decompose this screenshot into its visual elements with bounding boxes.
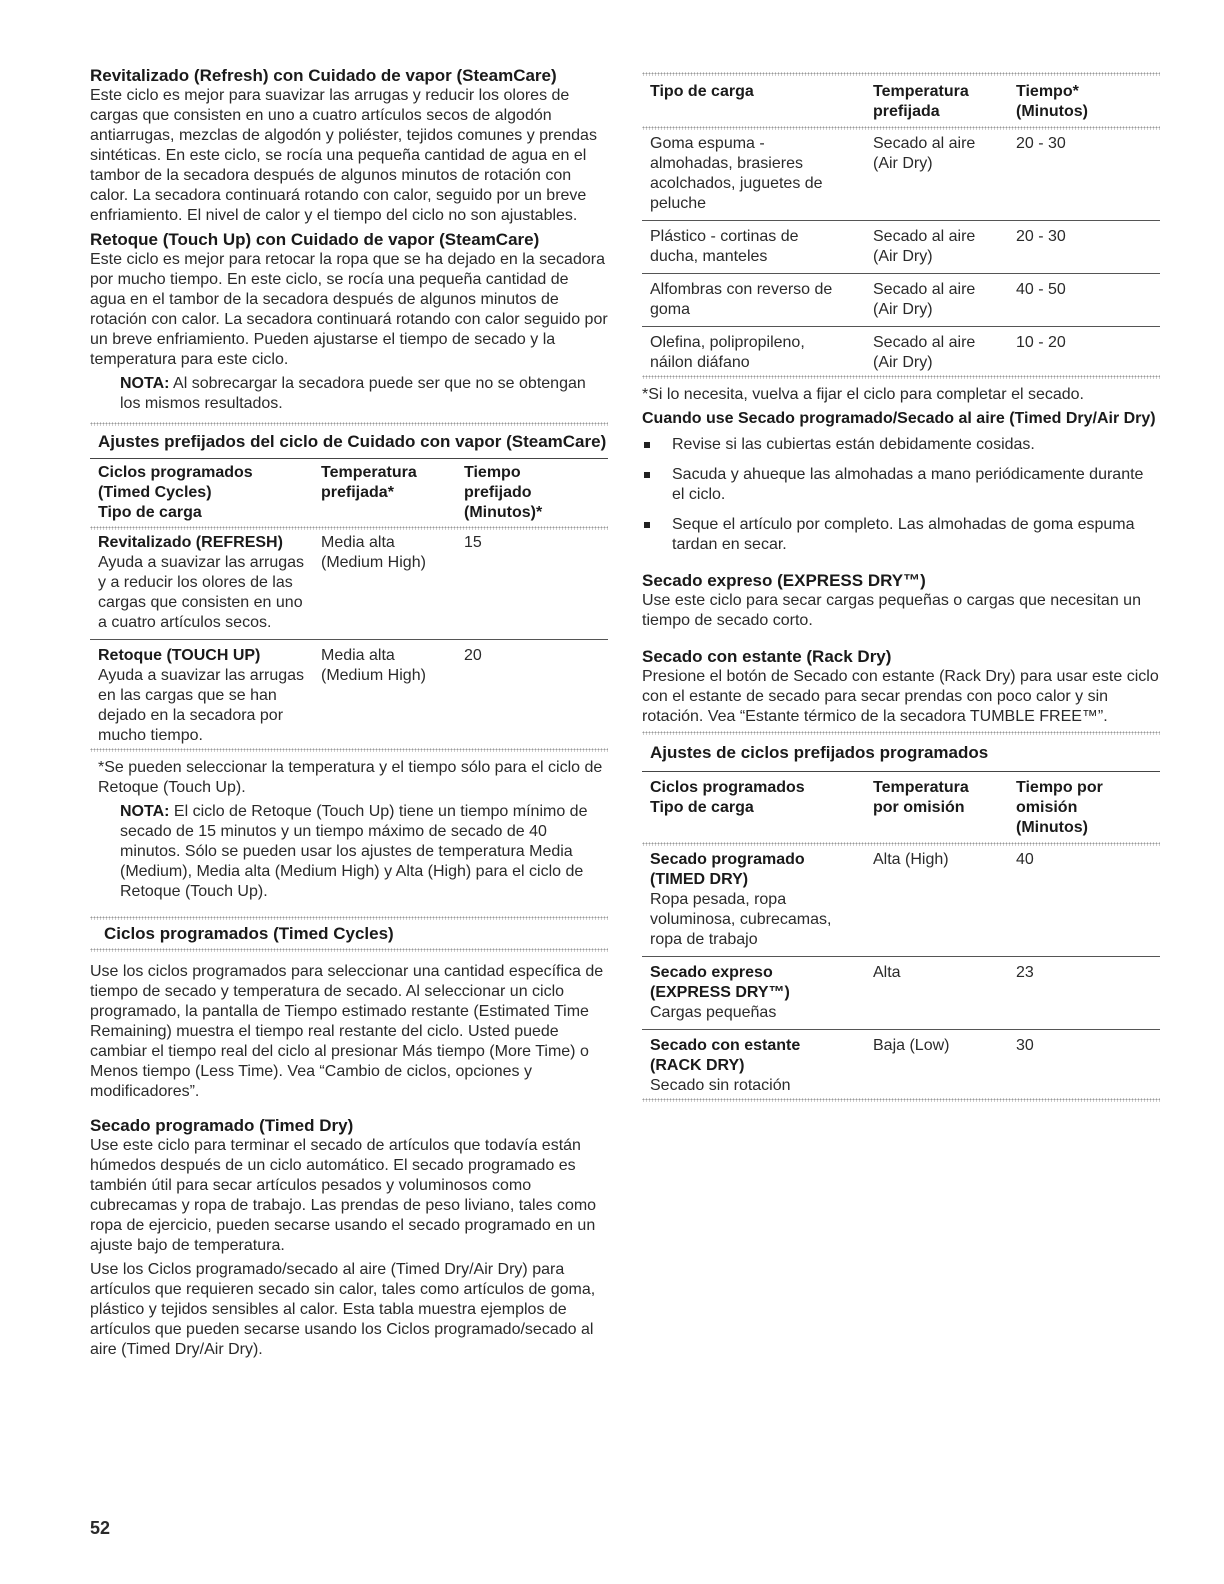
table-rule <box>642 771 1160 772</box>
right-column <box>642 72 1160 1102</box>
dotted-divider <box>90 748 608 752</box>
header-cycles: Ciclos programados (Timed Cycles) Tipo de carga <box>98 464 253 521</box>
table-row <box>642 1036 1160 1096</box>
dotted-divider <box>642 1098 1160 1102</box>
steam-table-title: Ajustes prefijados del ciclo de Cuidado con vapor (SteamCare) <box>98 432 607 451</box>
dotted-divider <box>90 422 608 426</box>
when-use-heading: Cuando use Secado programado/Secado al aire (Timed Dry/Air Dry) <box>642 410 1156 427</box>
table-row <box>90 646 608 746</box>
touchup-paragraph: Este ciclo es mejor para retocar la ropa que se ha dejado en la secadora por mucho tiempo. En este ciclo, se rocía una pequeña cantidad de agua en el tambor de la secadora después de algunos minutos de rotación con calor. La secadora continuará rotando con calor seguido por un breve enfriamiento. Pueden ajustarse el tiempo de secado y la temperatura para este ciclo. <box>90 251 608 368</box>
table-row <box>642 134 1160 214</box>
cycle-temp: Alta (High) <box>873 851 949 868</box>
dotted-divider <box>642 72 1160 76</box>
timed-dry-paragraph-2: Use los Ciclos programado/secado al aire (Timed Dry/Air Dry) para artículos que requieren secado sin calor, tales como artículos de goma, plástico y tejidos sensibles al calor. Esta tabla muestra ejemplos de artículos que pueden secarse usando los Ciclos programado/secado al aire (Timed Dry/Air Dry). <box>90 1261 596 1358</box>
row-divider <box>90 639 608 640</box>
load-type: Goma espuma - almohadas, brasieres acolchados, juguetes de peluche <box>650 135 823 212</box>
table-header-row <box>642 778 1160 838</box>
cycle-description: Ropa pesada, ropa voluminosa, cubrecamas, ropa de trabajo <box>650 891 832 948</box>
rack-paragraph: Presione el botón de Secado con estante (Rack Dry) para usar este ciclo con el estante de secado para secar prendas con poco calor y sin rotación. Vea “Estante térmico de la secadora TUMBLE FREE™”. <box>642 668 1159 725</box>
refresh-paragraph: Este ciclo es mejor para suavizar las arrugas y reducir los olores de cargas que consisten en uno a cuatro artículos secos de algodón antiarrugas, mezclas de algodón y poliéster, tejidos comunes y prendas sintéticas. En este ciclo, se rocía una pequeña cantidad de agua en el tambor de la secadora después de algunos minutos de rotación con calor. La secadora continuará rotando con calor, seguido por un breve enfriamiento. El nivel de calor y el tiempo del ciclo no son ajustables. <box>90 87 597 224</box>
express-heading: Secado expreso (EXPRESS DRY™) <box>642 571 926 590</box>
rack-heading: Secado con estante (Rack Dry) <box>642 647 892 666</box>
air-dry-table <box>642 82 1160 373</box>
load-time: 20 - 30 <box>1016 135 1066 152</box>
refresh-heading: Revitalizado (Refresh) con Cuidado de vapor (SteamCare) <box>90 66 557 85</box>
table-row <box>90 533 608 633</box>
dotted-divider <box>90 948 608 952</box>
row-divider <box>642 220 1160 221</box>
table-row <box>642 227 1160 267</box>
header-cycles: Ciclos programados Tipo de carga <box>650 779 805 816</box>
timed-cycles-heading: Ciclos programados (Timed Cycles) <box>104 924 394 943</box>
table-rule <box>90 458 608 459</box>
note-label: NOTA: <box>120 803 170 820</box>
note-text: Al sobrecargar la secadora puede ser que no se obtengan los mismos resultados. <box>120 375 586 412</box>
page-number: 52 <box>90 1518 111 1538</box>
cycle-name: Revitalizado (REFRESH) <box>98 534 283 551</box>
table-row <box>642 850 1160 950</box>
dotted-divider <box>90 916 608 920</box>
header-time: Tiempo por omisión (Minutos) <box>1016 779 1103 836</box>
cycle-time: 23 <box>1016 964 1034 981</box>
table-row <box>642 333 1160 373</box>
air-table-footnote: *Si lo necesita, vuelva a fijar el ciclo para completar el secado. <box>642 386 1084 403</box>
note-text: El ciclo de Retoque (Touch Up) tiene un tiempo mínimo de secado de 15 minutos y un tiempo máximo de secado de 40 minutos. Sólo se pueden usar los ajustes de temperatura Media (Medium), Media alta (Medium High) y Alta (High) para el ciclo de Retoque (Touch Up). <box>120 803 588 900</box>
header-temp: Temperatura prefijada* <box>321 464 417 501</box>
dotted-divider <box>642 731 1160 735</box>
list-item: Revise si las cubiertas están debidamente cosidas. <box>642 435 1160 455</box>
cycle-temp: Alta <box>873 964 901 981</box>
table-row <box>642 963 1160 1023</box>
timed-cycles-paragraph: Use los ciclos programados para seleccionar una cantidad específica de tiempo de secado y temperatura de secado. Al seleccionar un ciclo programado, la pantalla de Tiempo estimado restante (Estimated Time Remaining) muestra el tiempo real restante del ciclo. Usted puede cambiar el tiempo real del ciclo al presionar Más tiempo (More Time) o Menos tiempo (Less Time). Vea “Cambio de ciclos, opciones y modificadores”. <box>90 963 604 1100</box>
table-row <box>642 280 1160 320</box>
timed-dry-heading: Secado programado (Timed Dry) <box>90 1116 354 1135</box>
load-temp: Secado al aire (Air Dry) <box>873 228 976 265</box>
load-type: Plástico - cortinas de ducha, manteles <box>650 228 799 265</box>
cycle-name: Retoque (TOUCH UP) <box>98 647 261 664</box>
steam-table-note <box>120 802 608 902</box>
dotted-divider <box>642 126 1160 130</box>
header-time: Tiempo prefijado (Minutos)* <box>464 464 543 521</box>
preset-cycles-table <box>642 778 1160 1096</box>
cycle-name: Secado con estante (RACK DRY) <box>650 1037 801 1074</box>
cycle-temp: Baja (Low) <box>873 1037 950 1054</box>
cycle-description: Ayuda a suavizar las arrugas en las cargas que se han dejado en la secadora por mucho tiempo. <box>98 667 305 744</box>
dotted-divider <box>642 842 1160 846</box>
cycle-time: 40 <box>1016 851 1034 868</box>
load-temp: Secado al aire (Air Dry) <box>873 334 976 371</box>
cycle-temp: Media alta (Medium High) <box>321 534 426 571</box>
tips-list <box>642 435 1160 555</box>
left-column <box>90 66 608 1360</box>
list-item: Sacuda y ahueque las almohadas a mano periódicamente durante el ciclo. <box>642 465 1160 505</box>
dotted-divider <box>90 526 608 530</box>
row-divider <box>642 1029 1160 1030</box>
load-temp: Secado al aire (Air Dry) <box>873 135 976 172</box>
table-header-row <box>90 463 608 523</box>
load-time: 10 - 20 <box>1016 334 1066 351</box>
cycle-time: 15 <box>464 534 482 551</box>
load-type: Alfombras con reverso de goma <box>650 281 833 318</box>
preset-table-title: Ajustes de ciclos prefijados programados <box>650 743 989 762</box>
load-type: Olefina, polipropileno, náilon diáfano <box>650 334 805 371</box>
header-time: Tiempo* (Minutos) <box>1016 83 1088 120</box>
header-temp: Temperatura prefijada <box>873 83 969 120</box>
cycle-temp: Media alta (Medium High) <box>321 647 426 684</box>
dotted-divider <box>642 375 1160 379</box>
cycle-description: Cargas pequeñas <box>650 1004 777 1021</box>
row-divider <box>642 273 1160 274</box>
cycle-time: 20 <box>464 647 482 664</box>
list-item: Seque el artículo por completo. Las almohadas de goma espuma tardan en secar. <box>642 515 1160 555</box>
header-temp: Temperatura por omisión <box>873 779 969 816</box>
cycle-time: 30 <box>1016 1037 1034 1054</box>
cycle-name: Secado programado (TIMED DRY) <box>650 851 805 888</box>
load-time: 40 - 50 <box>1016 281 1066 298</box>
cycle-name: Secado expreso (EXPRESS DRY™) <box>650 964 790 1001</box>
steam-presets-table <box>90 463 608 746</box>
express-paragraph: Use este ciclo para secar cargas pequeñas o cargas que necesitan un tiempo de secado corto. <box>642 592 1141 629</box>
cycle-description: Secado sin rotación <box>650 1077 791 1094</box>
steam-table-footnote: *Se pueden seleccionar la temperatura y el tiempo sólo para el ciclo de Retoque (Touch Up). <box>98 759 603 796</box>
row-divider <box>642 326 1160 327</box>
row-divider <box>642 956 1160 957</box>
note-label: NOTA: <box>120 375 170 392</box>
timed-dry-paragraph-1: Use este ciclo para terminar el secado de artículos que todavía están húmedos después de un ciclo automático. El secado programado es también útil para secar artículos pesados y voluminosos como cubrecamas y ropa de trabajo. Las prendas de peso liviano, tales como ropa de ejercicio, pueden secarse usando el secado programado en un ajuste bajo de temperatura. <box>90 1137 597 1254</box>
cycle-description: Ayuda a suavizar las arrugas y a reducir los olores de las cargas que consisten en uno a cuatro artículos secos. <box>98 554 305 631</box>
load-temp: Secado al aire (Air Dry) <box>873 281 976 318</box>
touchup-note <box>120 374 608 414</box>
touchup-heading: Retoque (Touch Up) con Cuidado de vapor (SteamCare) <box>90 230 540 249</box>
load-time: 20 - 30 <box>1016 228 1066 245</box>
header-load-type: Tipo de carga <box>650 83 754 100</box>
table-header-row <box>642 82 1160 122</box>
